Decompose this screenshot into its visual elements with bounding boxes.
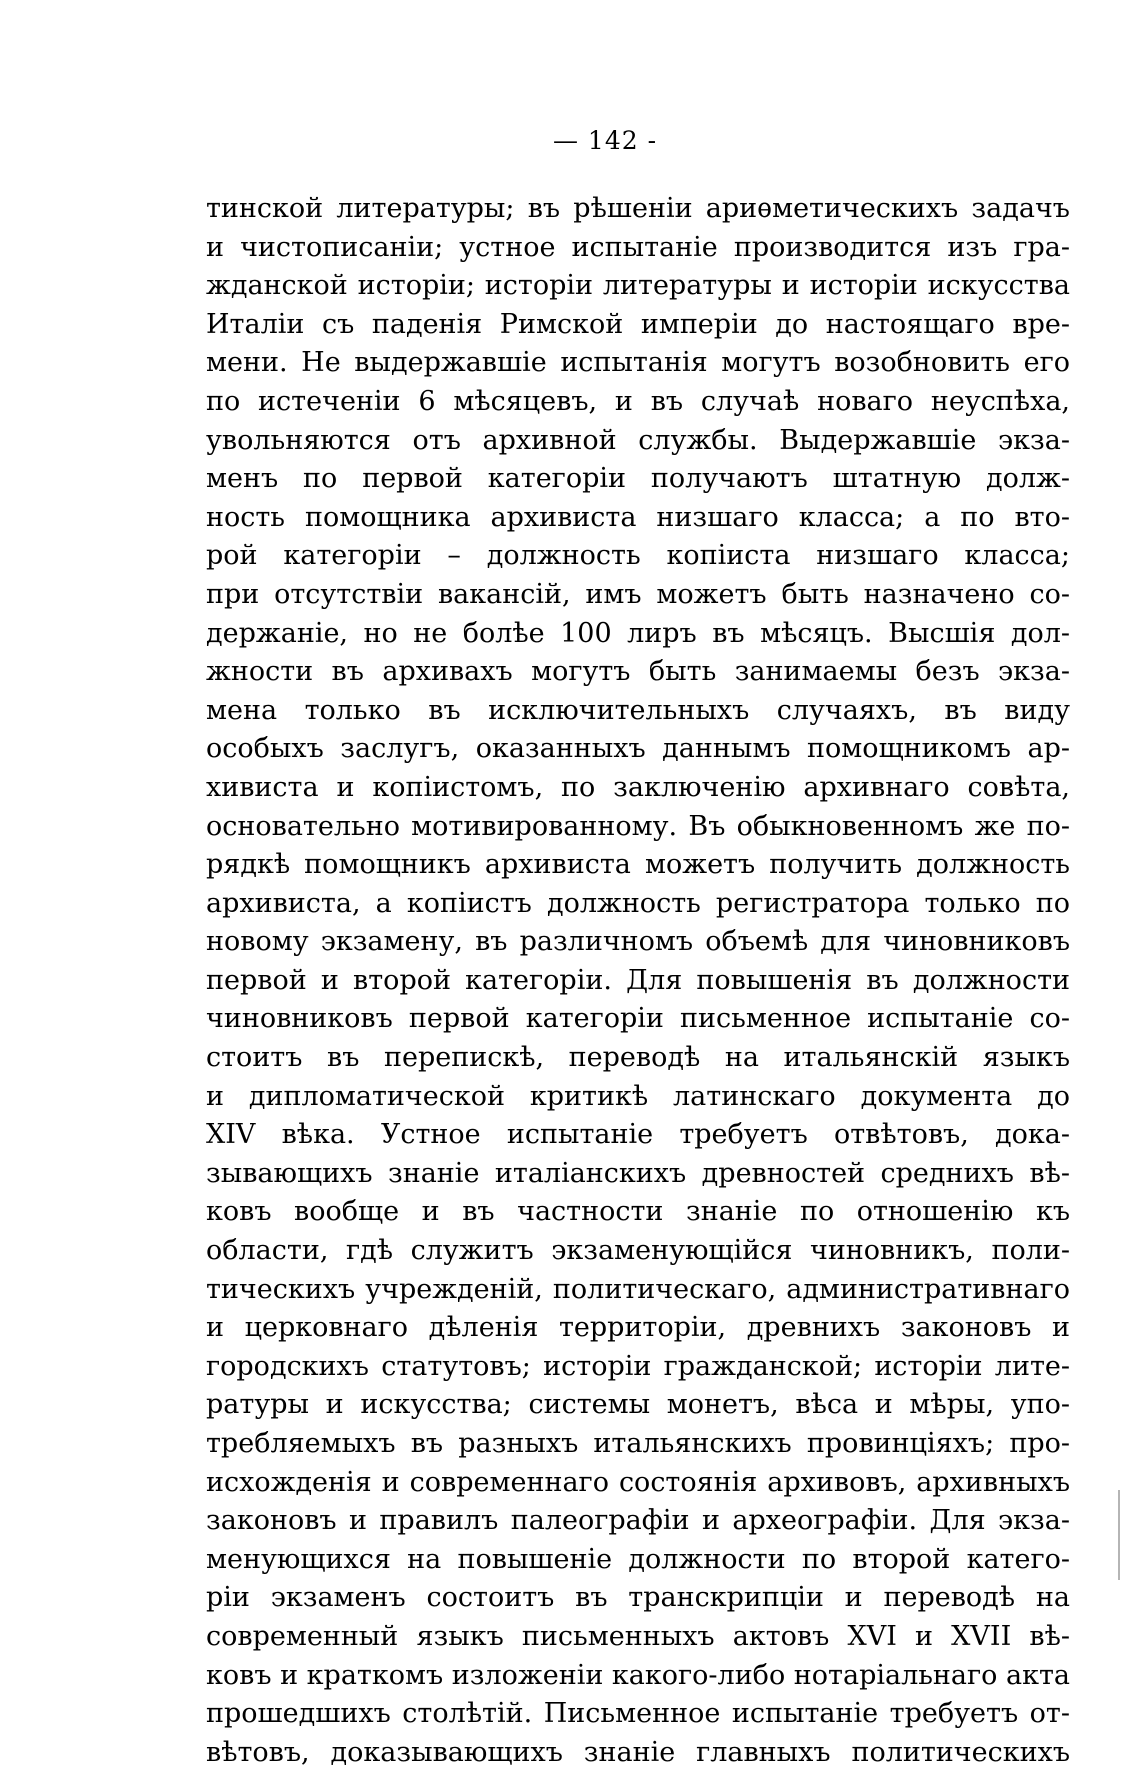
page-number	[0, 126, 1140, 155]
text-line: современный языкъ письменныхъ актовъ XVI и XVII вѣ-	[206, 1620, 1070, 1652]
text-line: хивиста и копіистомъ, по заключенію архивнаго совѣта,	[206, 771, 1070, 803]
text-line: ковъ и краткомъ изложеніи какого-либо нотаріальнаго акта	[206, 1659, 1070, 1691]
text-line: и чистописаніи; устное испытаніе производится изъ гра-	[206, 231, 1070, 263]
text-line: ратуры и искусства; системы монетъ, вѣса и мѣры, упо-	[206, 1389, 1070, 1421]
text-line: законовъ и правилъ палеографіи и археографіи. Для экза-	[206, 1505, 1070, 1537]
text-line: рядкѣ помощникъ архивиста можетъ получить должность	[206, 849, 1070, 881]
page-number-text: — 142 -	[552, 126, 658, 155]
text-line: мени. Не выдержавшіе испытанія могутъ возобновить его	[206, 347, 1070, 379]
text-line: по истеченіи 6 мѣсяцевъ, и въ случаѣ новаго неуспѣха,	[206, 385, 1070, 417]
text-line: жности въ архивахъ могутъ быть занимаемы безъ экза-	[206, 656, 1070, 688]
text-line: исхожденія и современнаго состоянія архивовъ, архивныхъ	[206, 1466, 1070, 1498]
text-line: увольняются отъ архивной службы. Выдержавшіе экза-	[206, 424, 1070, 456]
text-line: жданской исторіи; исторіи литературы и исторіи искусства	[206, 270, 1070, 302]
text-line: и дипломатической критикѣ латинскаго документа до	[206, 1080, 1070, 1112]
body-text	[206, 190, 1070, 1772]
text-line: основательно мотивированному. Въ обыкновенномъ же по-	[206, 810, 1070, 842]
text-line: первой и второй категоріи. Для повышенія въ должности	[206, 964, 1070, 996]
text-line: тическихъ учрежденій, политическаго, административнаго	[206, 1273, 1070, 1305]
text-line: особыхъ заслугъ, оказанныхъ даннымъ помощникомъ ар-	[206, 733, 1070, 765]
text-line: Италіи съ паденія Римской имперіи до настоящаго вре-	[206, 308, 1070, 340]
text-line: рой категоріи – должность копіиста низшаго класса;	[206, 540, 1070, 572]
text-line: прошедшихъ столѣтій. Письменное испытаніе требуетъ от-	[206, 1698, 1070, 1730]
text-line: ность помощника архивиста низшаго класса; а по вто-	[206, 501, 1070, 533]
text-line: вѣтовъ, доказывающихъ знаніе главныхъ политическихъ	[206, 1736, 1070, 1768]
text-line: ковъ вообще и въ частности знаніе по отношенію къ	[206, 1196, 1070, 1228]
text-line: и церковнаго дѣленія территоріи, древнихъ законовъ и	[206, 1312, 1070, 1344]
text-line: менующихся на повышеніе должности по второй катего-	[206, 1543, 1070, 1575]
text-line: чиновниковъ первой категоріи письменное испытаніе со-	[206, 1003, 1070, 1035]
text-line: менъ по первой категоріи получаютъ штатную долж-	[206, 463, 1070, 495]
text-line: тинской литературы; въ рѣшеніи ариѳметическихъ задачъ	[206, 193, 1070, 224]
text-line: городскихъ статутовъ; исторіи гражданской; исторіи лите-	[206, 1350, 1070, 1382]
text-line: новому экзамену, въ различномъ объемѣ для чиновниковъ	[206, 926, 1070, 958]
text-line: мена только въ исключительныхъ случаяхъ, въ виду	[206, 694, 1070, 726]
text-line: требляемыхъ въ разныхъ итальянскихъ провинціяхъ; про-	[206, 1428, 1070, 1459]
text-line: стоитъ въ перепискѣ, переводѣ на итальянскій языкъ	[206, 1042, 1070, 1074]
text-line: при отсутствіи вакансій, имъ можетъ быть назначено со-	[206, 578, 1070, 610]
text-line: области, гдѣ служитъ экзаменующійся чиновникъ, поли-	[206, 1235, 1070, 1267]
scan-edge-mark	[1118, 1490, 1120, 1580]
text-line: архивиста, а копіистъ должность регистратора только по	[206, 887, 1070, 919]
text-line: держаніе, но не болѣе 100 лиръ въ мѣсяцъ. Высшія дол-	[206, 617, 1070, 649]
text-line: зывающихъ знаніе италіанскихъ древностей среднихъ вѣ-	[206, 1157, 1070, 1189]
text-line: ріи экзаменъ состоитъ въ транскрипціи и переводѣ на	[206, 1582, 1070, 1614]
text-line: XIV вѣка. Устное испытаніе требуетъ отвѣтовъ, дока-	[206, 1119, 1070, 1151]
